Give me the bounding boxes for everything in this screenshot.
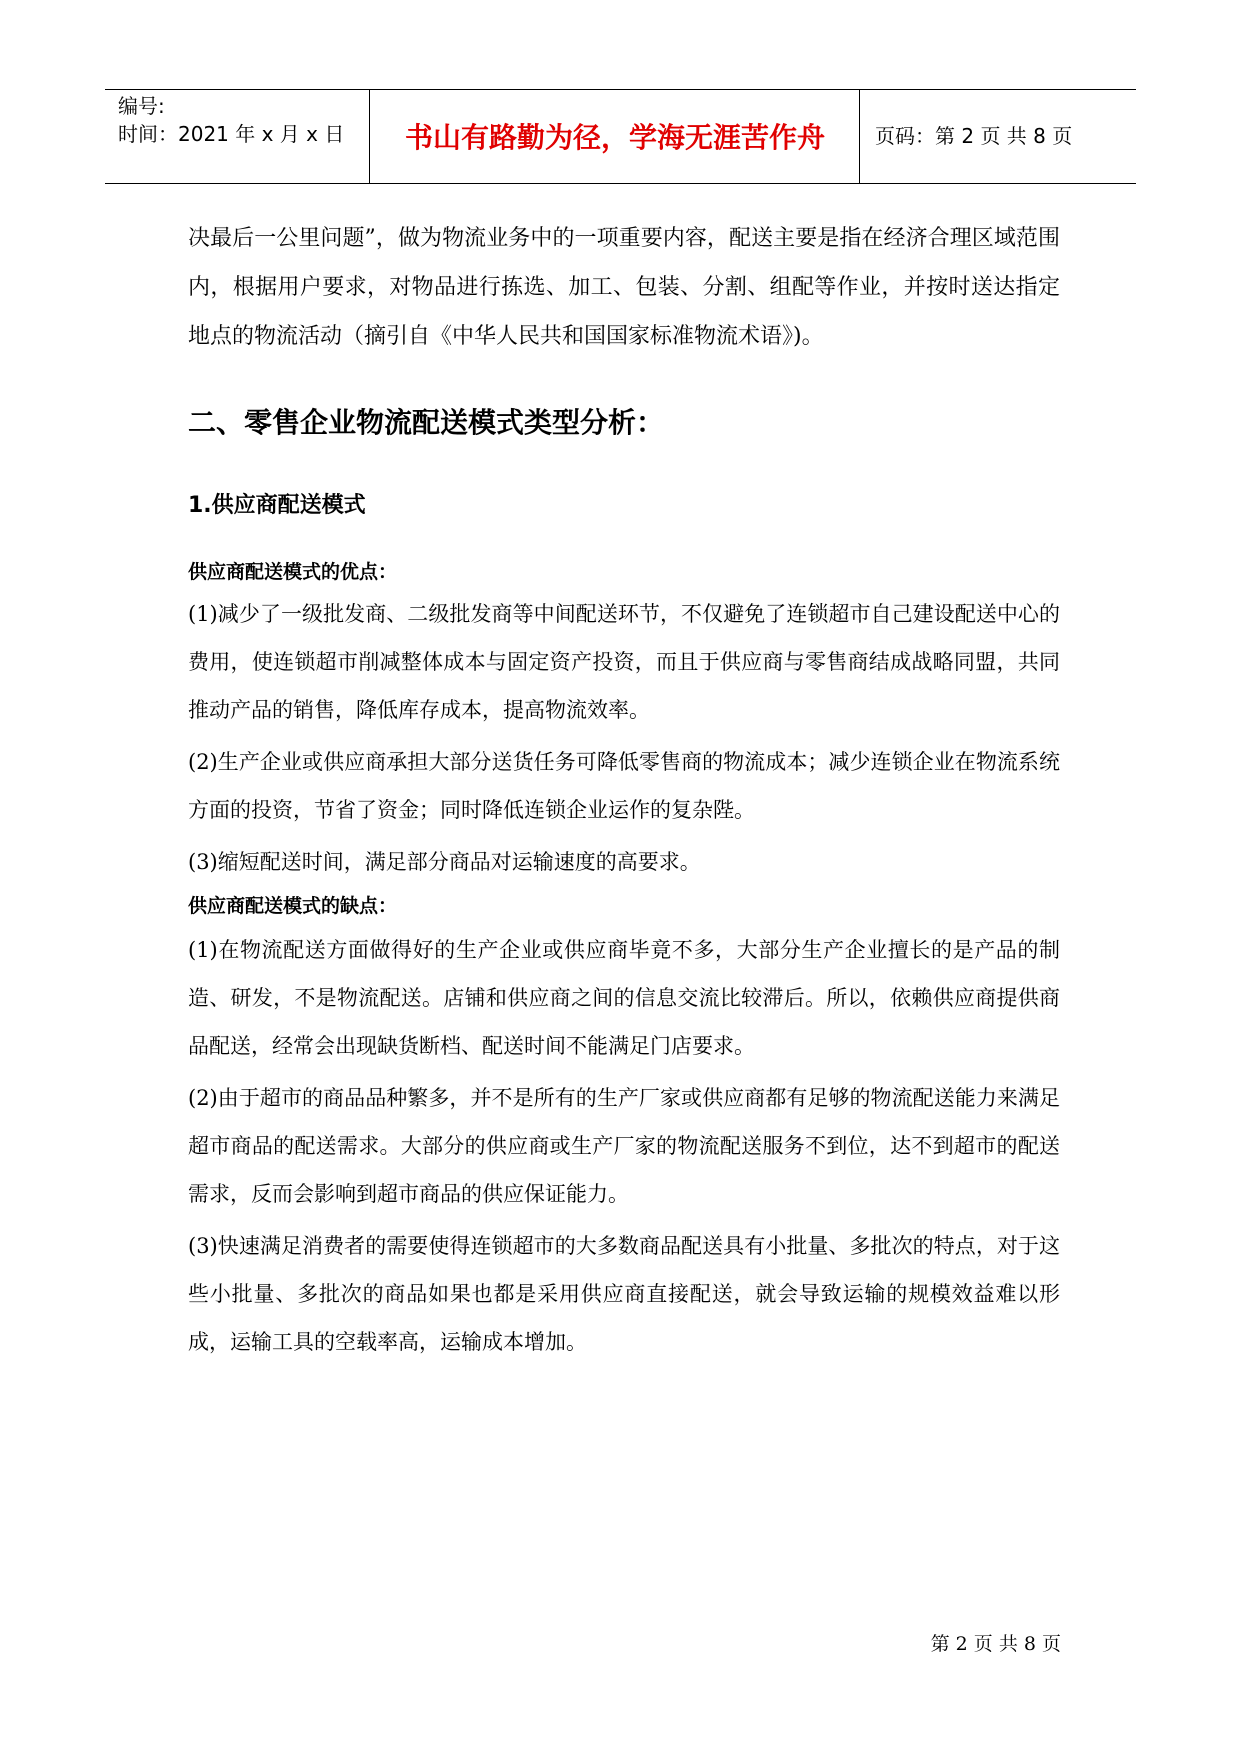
subsection-heading: 1.供应商配送模式 (188, 493, 366, 518)
advantages-heading: 供应商配送模式的优点： (188, 561, 398, 583)
header-motto: 书山有路勤为径，学海无涯苦作舟 (404, 121, 825, 154)
advantage-item: (3)缩短配送时间，满足部分商品对运输速度的高要求。 (188, 850, 701, 874)
disadvantage-item: (3)快速满足消费者的需要使得连锁超市的大多数商品配送具有小批量、多批次的特点，对于这些小批量、多批次的商品如果也都是采用供应商直接配送，就会导致运输的规模效益难以形成，运输工具的空载率高，运输成本增加。 (188, 1234, 1060, 1354)
disadvantages-heading: 供应商配送模式的缺点： (188, 895, 398, 917)
intro-paragraph: 决最后一公里问题”，做为物流业务中的一项重要内容，配送主要是指在经济合理区域范围内，根据用户要求，对物品进行拣选、加工、包装、分割、组配等作业，并按时送达指定地点的物流活动（摘引自《中华人民共和国国家标准物流术语》)。 (188, 226, 1060, 349)
header-page-number: 页码：第 2 页 共 8 页 (875, 124, 1073, 148)
advantage-item: (1)减少了一级批发商、二级批发商等中间配送环节，不仅避免了连锁超市自己建设配送中心的费用，使连锁超市削减整体成本与固定资产投资，而且于供应商与零售商结成战略同盟，共同推动产品的销售，降低库存成本，提高物流效率。 (188, 602, 1060, 722)
page-footer: 第 2 页 共 8 页 (930, 1633, 1061, 1655)
disadvantage-item: (1)在物流配送方面做得好的生产企业或供应商毕竟不多，大部分生产企业擅长的是产品的制造、研发，不是物流配送。店铺和供应商之间的信息交流比较滞后。所以，依赖供应商提供商品配送，经常会出现缺货断档、配送时间不能满足门店要求。 (188, 938, 1060, 1058)
document-body (188, 214, 1060, 1366)
header-motto-cell (371, 90, 860, 183)
section-heading: 二、零售企业物流配送模式类型分析： (188, 406, 665, 439)
header-page-cell (861, 90, 1136, 183)
document-time-label: 时间：2021 年 x 月 x 日 (118, 122, 345, 146)
header-meta-cell (105, 90, 370, 183)
advantage-item: (2)生产企业或供应商承担大部分送货任务可降低零售商的物流成本；减少连锁企业在物流系统方面的投资，节省了资金；同时降低连锁企业运作的复杂陛。 (188, 750, 1060, 822)
page-header (105, 89, 1136, 184)
disadvantage-item: (2)由于超市的商品品种繁多，并不是所有的生产厂家或供应商都有足够的物流配送能力来满足超市商品的配送需求。大部分的供应商或生产厂家的物流配送服务不到位，达不到超市的配送需求，反而会影响到超市商品的供应保证能力。 (188, 1086, 1060, 1206)
document-code-label: 编号: (118, 94, 165, 118)
